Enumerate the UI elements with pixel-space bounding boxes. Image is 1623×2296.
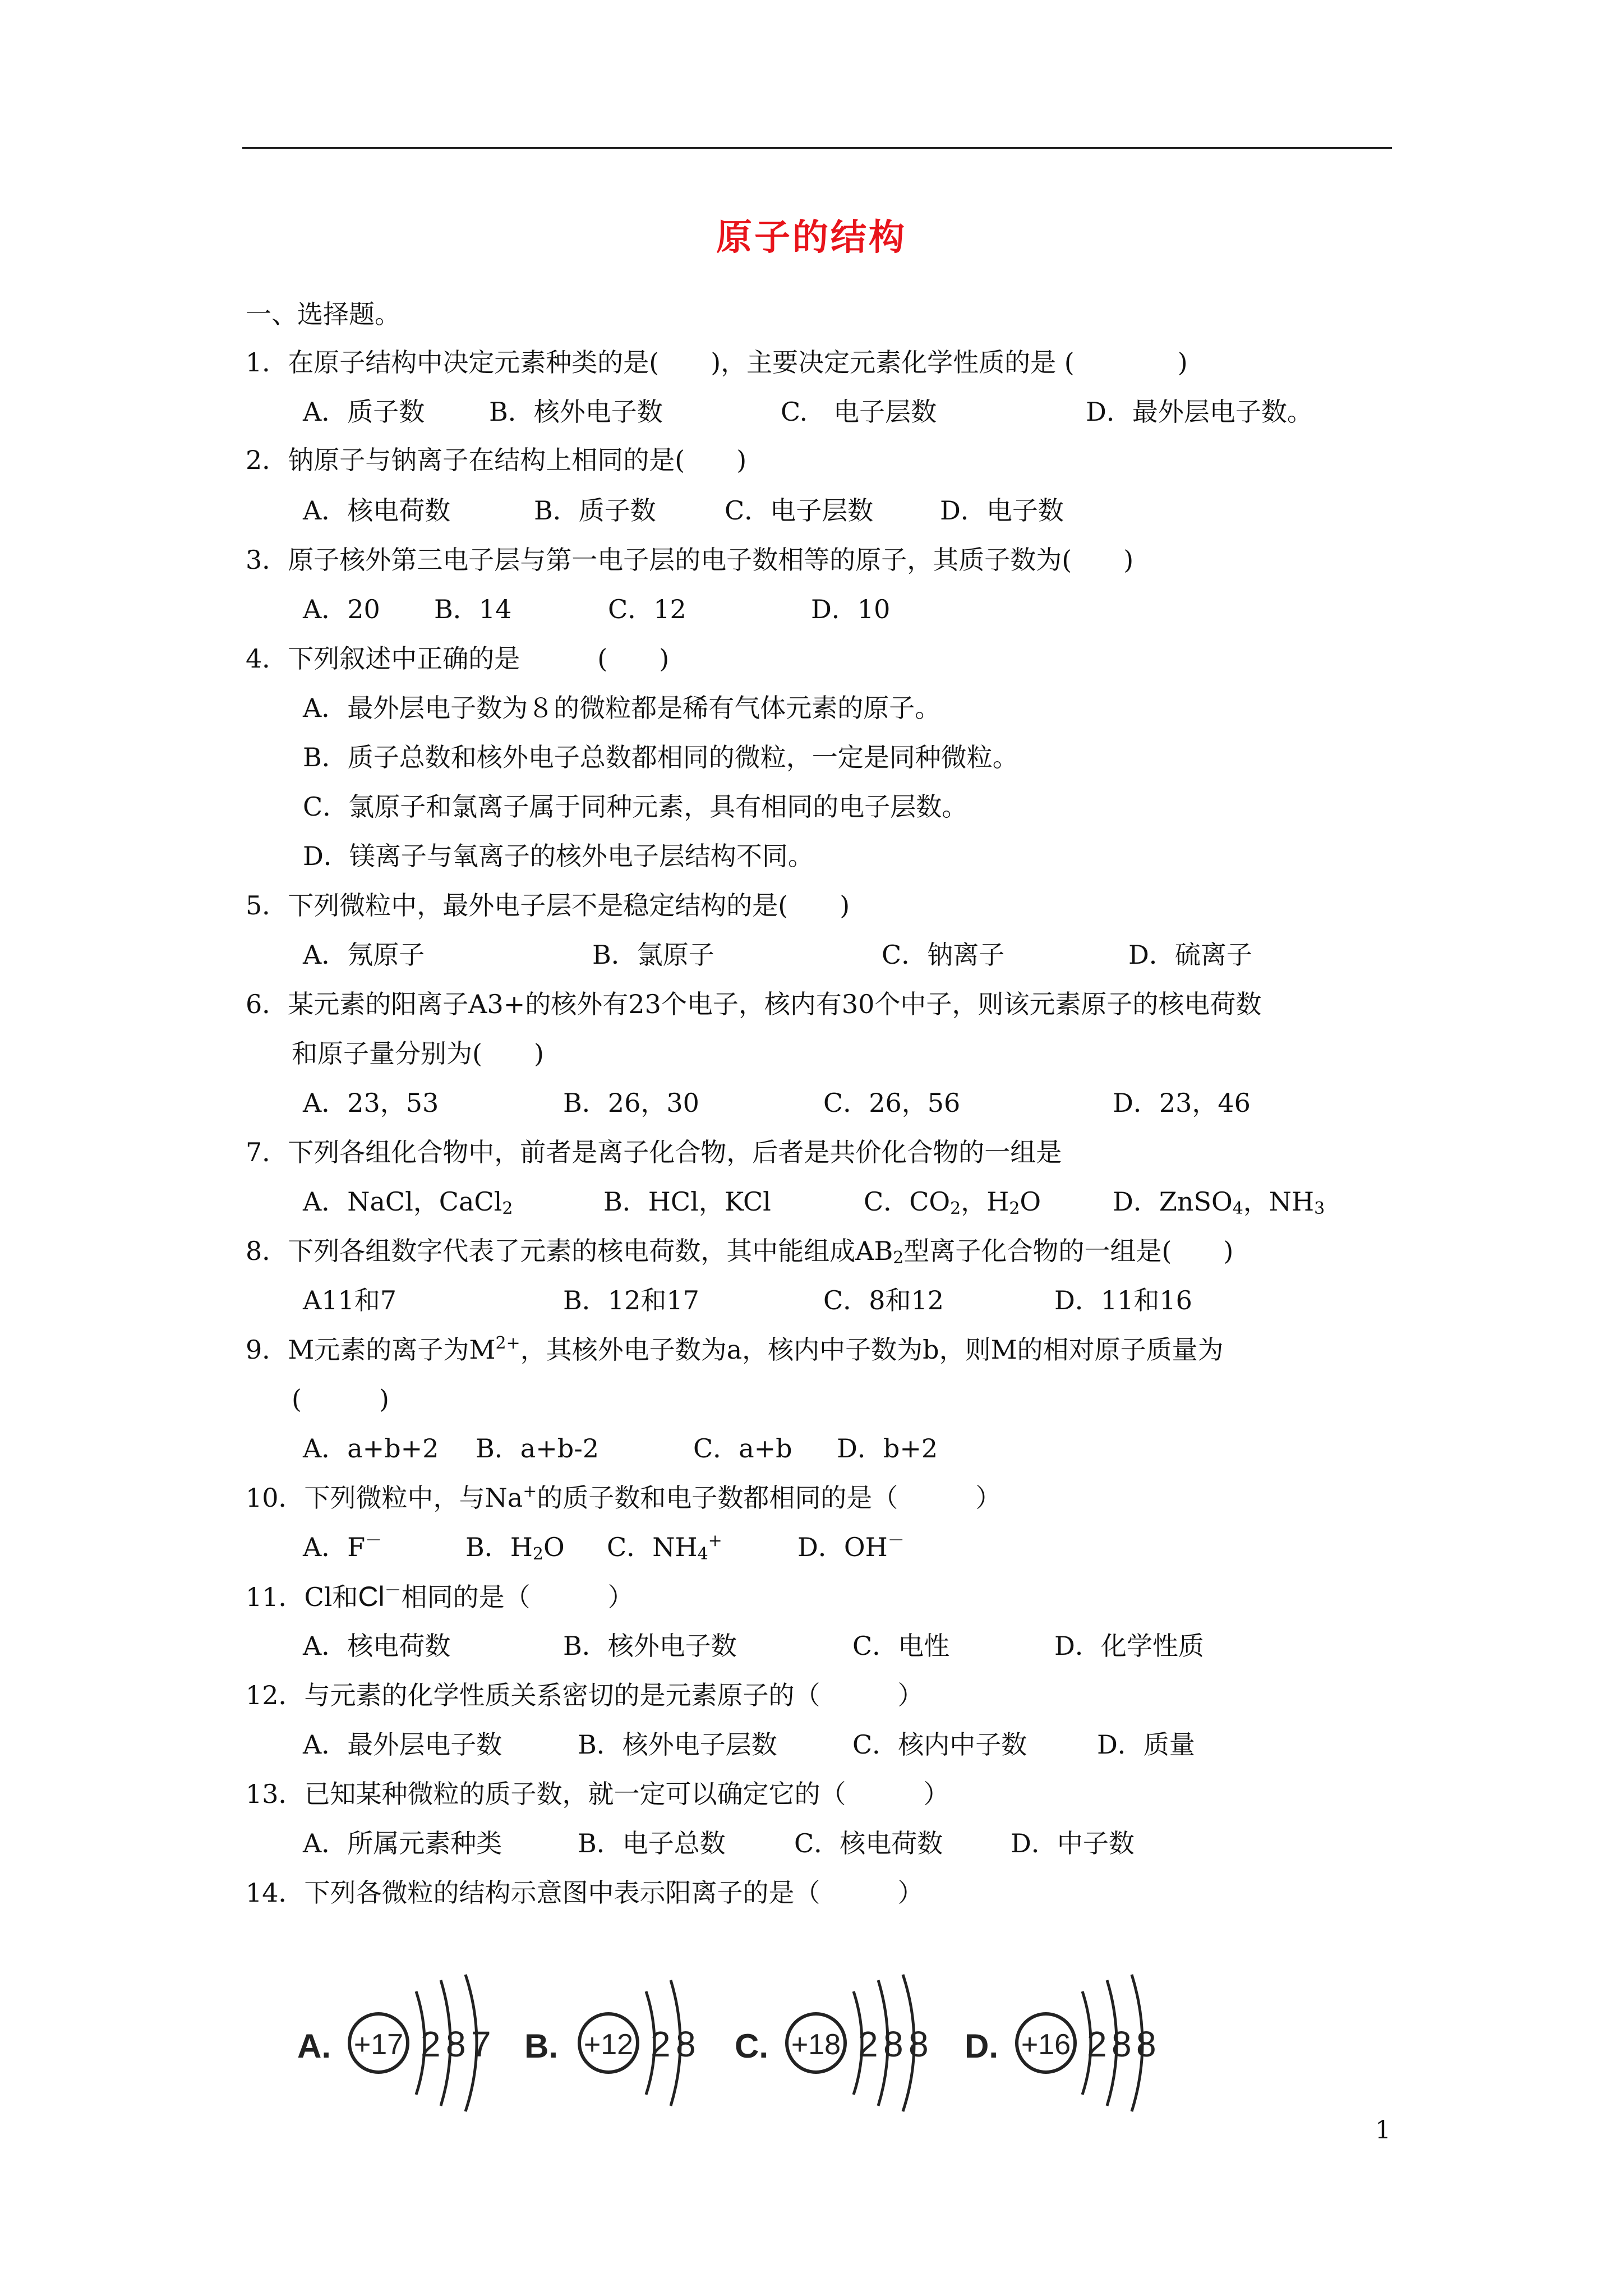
diagram-b [524, 1980, 696, 2106]
q5-option-c: C．钠离子 [882, 940, 1005, 970]
question-2: 2．钠原子与钠离子在结构上相同的是( ) [246, 445, 747, 475]
question-7: 7．下列各组化合物中，前者是离子化合物，后者是共价化合物的一组是 [246, 1137, 1062, 1167]
q10-option-c: C．$NH_4^+$ [607, 1531, 722, 1564]
diagram-d-shell-3: 8 [1136, 2024, 1156, 2064]
diagram-c-shell-2: 8 [883, 2024, 903, 2064]
q1-option-d: D．最外层电子数。 [1086, 397, 1313, 427]
q2-option-c: C．电子层数 [725, 495, 874, 526]
atomic-structure-diagrams [292, 1947, 1166, 2115]
q10-option-a: A．F－ [303, 1531, 382, 1562]
q10-option-d: D．OH－ [797, 1531, 905, 1562]
q9-option-c: C．a+b [693, 1433, 792, 1464]
q7-option-a: A．NaCl，CaCl$_2$ [303, 1186, 513, 1218]
question-6: 6．某元素的阳离子A3+的核外有23个电子，核内有30个中子，则该元素原子的核电荷数 [246, 989, 1262, 1019]
q2-option-d: D．电子数 [940, 495, 1064, 526]
q7-option-d: D．ZnSO$_4$，$NH_3$ [1113, 1186, 1325, 1218]
q3-option-b: B．14 [434, 594, 512, 624]
q1-option-b: B．核外电子数 [489, 397, 663, 427]
q13-option-b: B．电子总数 [578, 1828, 726, 1858]
q5-option-b: B．氯原子 [592, 940, 714, 970]
q9-option-d: D．b+2 [837, 1433, 938, 1464]
page-number: 1 [1375, 2116, 1391, 2145]
q13-option-c: C．核电荷数 [794, 1828, 943, 1858]
q2-option-a: A．核电荷数 [303, 495, 451, 526]
q13-option-d: D．中子数 [1011, 1828, 1135, 1858]
q11-option-b: B．核外电子数 [563, 1631, 737, 1661]
q6-option-d: D．23，46 [1113, 1088, 1251, 1118]
question-14: 14．下列各微粒的结构示意图中表示阳离子的是（ ） [246, 1878, 924, 1908]
diagram-d-shell-2: 8 [1112, 2024, 1132, 2064]
diagram-a-label: A. [297, 2027, 331, 2065]
q12-option-a: A．最外层电子数 [303, 1729, 502, 1760]
diagram-a-shell-3: 7 [471, 2024, 491, 2064]
q6-option-c: C．26，56 [823, 1088, 961, 1118]
question-13: 13．已知某种微粒的质子数，就一定可以确定它的（ ） [246, 1779, 949, 1809]
question-3: 3．原子核外第三电子层与第一电子层的电子数相等的原子，其质子数为( ) [246, 545, 1134, 575]
q8-option-a: A11和7 [303, 1285, 397, 1315]
q1-option-c: C. 电子层数 [781, 397, 937, 427]
diagram-c-nucleus: +18 [791, 2028, 841, 2061]
q3-option-d: D．10 [811, 594, 891, 624]
q12-option-d: D．质量 [1097, 1729, 1195, 1760]
diagram-a [297, 1975, 491, 2111]
q12-option-c: C．核内中子数 [852, 1729, 1027, 1760]
question-9: 9．M元素的离子为$M^{2+}$，其核外电子数为a，核内中子数为b，则M的相对原子质量为 [246, 1333, 1224, 1365]
diagram-c-shell-3: 8 [909, 2024, 929, 2064]
q5-option-d: D．硫离子 [1128, 940, 1252, 970]
q13-option-a: A．所属元素种类 [303, 1828, 502, 1858]
question-4: 4．下列叙述中正确的是 ( ) [246, 643, 670, 674]
q11-option-d: D．化学性质 [1054, 1631, 1204, 1661]
q9-option-b: B．a+b-2 [476, 1433, 600, 1464]
q11-option-a: A．核电荷数 [303, 1631, 451, 1661]
q3-option-a: A．20 [303, 594, 380, 624]
diagram-c-shell-1: 2 [858, 2024, 878, 2064]
question-9-continued: ( ) [292, 1384, 389, 1414]
q12-option-b: B．核外电子层数 [578, 1729, 777, 1760]
q6-option-b: B．26，30 [563, 1088, 699, 1118]
diagram-a-shell-1: 2 [421, 2024, 441, 2064]
diagram-c [735, 1975, 929, 2111]
question-6-continued: 和原子量分别为( ) [292, 1038, 544, 1069]
diagram-c-label: C. [735, 2027, 768, 2065]
question-8: 8．下列各组数字代表了元素的核电荷数，其中能组成$AB_2$型离子化合物的一组是( ) [246, 1236, 1234, 1268]
diagram-b-shell-1: 2 [651, 2024, 671, 2064]
question-11: 11．Cl和Cl－相同的是（ ） [246, 1581, 634, 1612]
q8-option-d: D．11和16 [1054, 1285, 1192, 1315]
q7-option-c: C．$CO_2$，$H_2O$ [864, 1186, 1041, 1218]
header-rule [242, 147, 1392, 149]
q4-option-b: B．质子总数和核外电子总数都相同的微粒，一定是同种微粒。 [303, 742, 1018, 772]
q8-option-b: B．12和17 [563, 1285, 699, 1315]
diagram-d-label: D. [965, 2027, 998, 2065]
q10-option-b: B．$H_2O$ [465, 1532, 565, 1564]
q6-option-a: A．23，53 [303, 1088, 439, 1118]
q1-option-a: A．质子数 [303, 397, 425, 427]
q2-option-b: B．质子数 [534, 495, 656, 526]
question-1: 1．在原子结构中决定元素种类的是( )，主要决定元素化学性质的是 ( ) [246, 347, 1188, 378]
q7-option-b: B．HCl，KCl [603, 1186, 771, 1217]
diagram-b-shell-2: 8 [676, 2024, 696, 2064]
diagram-d-shell-1: 2 [1087, 2024, 1107, 2064]
diagram-b-nucleus: +12 [583, 2028, 634, 2061]
diagram-b-label: B. [524, 2027, 558, 2065]
q4-option-a: A．最外层电子数为８的微粒都是稀有气体元素的原子。 [303, 693, 941, 723]
page-title: 原子的结构 [716, 217, 907, 259]
q3-option-c: C．12 [608, 594, 686, 624]
q4-option-d: D．镁离子与氧离子的核外电子层结构不同。 [303, 841, 814, 871]
q5-option-a: A．氖原子 [303, 940, 425, 970]
q9-option-a: A．a+b+2 [303, 1433, 439, 1464]
diagram-d [965, 1975, 1156, 2111]
diagram-a-nucleus: +17 [353, 2028, 404, 2061]
q4-option-c: C．氯原子和氯离子属于同种元素，具有相同的电子层数。 [303, 792, 968, 822]
diagram-d-nucleus: +16 [1021, 2028, 1071, 2061]
question-12: 12．与元素的化学性质关系密切的是元素原子的（ ） [246, 1680, 924, 1710]
question-10: 10．下列微粒中，与Na+的质子数和电子数都相同的是（ ） [246, 1481, 1002, 1513]
diagram-a-shell-2: 8 [446, 2024, 466, 2064]
question-5: 5．下列微粒中，最外电子层不是稳定结构的是( ) [246, 890, 850, 921]
section-heading: 一、选择题。 [246, 299, 400, 329]
q11-option-c: C．电性 [852, 1631, 950, 1661]
q8-option-c: C．8和12 [823, 1285, 944, 1315]
